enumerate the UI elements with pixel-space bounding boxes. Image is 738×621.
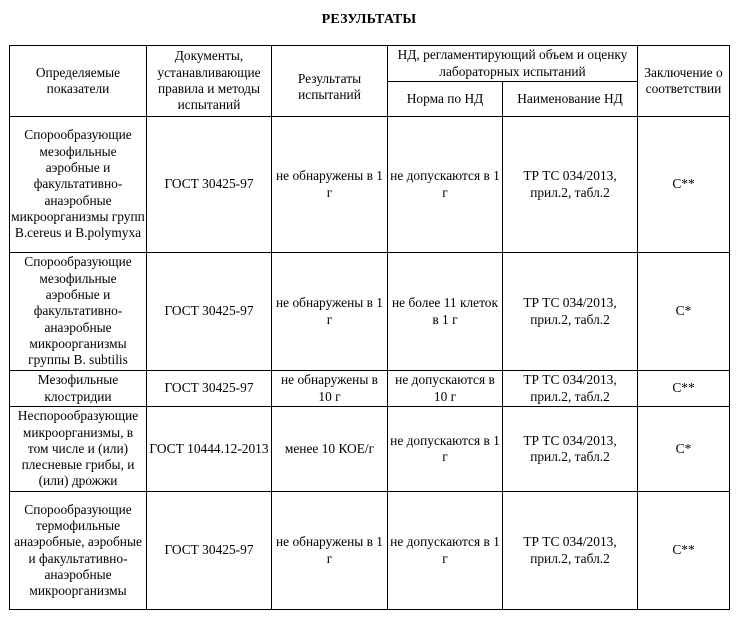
cell-result: не обнаружены в 1 г [272,492,388,610]
cell-nd-name: ТР ТС 034/2013, прил.2, табл.2 [503,117,638,253]
cell-document: ГОСТ 30425-97 [147,253,272,371]
cell-result: не обнаружены в 1 г [272,253,388,371]
cell-result: менее 10 КОЕ/г [272,407,388,492]
table-row [10,117,730,253]
cell-indicator: Спорообразующие мезофильные аэробные и факультативно-анаэробные микроорганизмы группы B. subtilis [10,253,147,371]
cell-conclusion: С** [638,117,730,253]
table-row [10,371,730,407]
cell-conclusion: С* [638,407,730,492]
results-table [9,45,730,610]
table-row [10,492,730,610]
cell-conclusion: С** [638,492,730,610]
table-row [10,407,730,492]
table-row [10,253,730,371]
header-row-top [10,46,730,82]
cell-conclusion: С* [638,253,730,371]
header-indicators: Определяемые показатели [10,46,147,117]
cell-nd-name: ТР ТС 034/2013, прил.2, табл.2 [503,253,638,371]
cell-indicator: Спорообразующие термофильные анаэробные, аэробные и факультативно-анаэробные микроорганизмы [10,492,147,610]
cell-result: не обнаружены в 10 г [272,371,388,407]
cell-norm: не допускаются в 1 г [388,407,503,492]
header-nd-group: НД, регламентирующий объем и оценку лабораторных испытаний [388,46,638,82]
cell-document: ГОСТ 30425-97 [147,117,272,253]
cell-nd-name: ТР ТС 034/2013, прил.2, табл.2 [503,407,638,492]
cell-document: ГОСТ 30425-97 [147,371,272,407]
cell-norm: не допускаются в 10 г [388,371,503,407]
cell-conclusion: С** [638,371,730,407]
page-title: РЕЗУЛЬТАТЫ [321,12,417,27]
cell-indicator: Неспорообразующие микроорганизмы, в том числе и (или) плесневые грибы, и (или) дрожжи [10,407,147,492]
header-documents: Документы, устанавливающие правила и методы испытаний [147,46,272,117]
header-results: Результаты испытаний [272,46,388,117]
cell-document: ГОСТ 10444.12-2013 [147,407,272,492]
cell-norm: не более 11 клеток в 1 г [388,253,503,371]
cell-nd-name: ТР ТС 034/2013, прил.2, табл.2 [503,492,638,610]
cell-norm: не допускаются в 1 г [388,492,503,610]
cell-nd-name: ТР ТС 034/2013, прил.2, табл.2 [503,371,638,407]
header-nd-name: Наименование НД [503,82,638,117]
header-conclusion: Заключение о соответствии [638,46,730,117]
header-norm: Норма по НД [388,82,503,117]
cell-indicator: Спорообразующие мезофильные аэробные и факультативно-анаэробные микроорганизмы групп B.cereus и B.polymyxa [10,117,147,253]
cell-indicator: Мезофильные клостридии [10,371,147,407]
cell-document: ГОСТ 30425-97 [147,492,272,610]
cell-result: не обнаружены в 1 г [272,117,388,253]
cell-norm: не допускаются в 1 г [388,117,503,253]
